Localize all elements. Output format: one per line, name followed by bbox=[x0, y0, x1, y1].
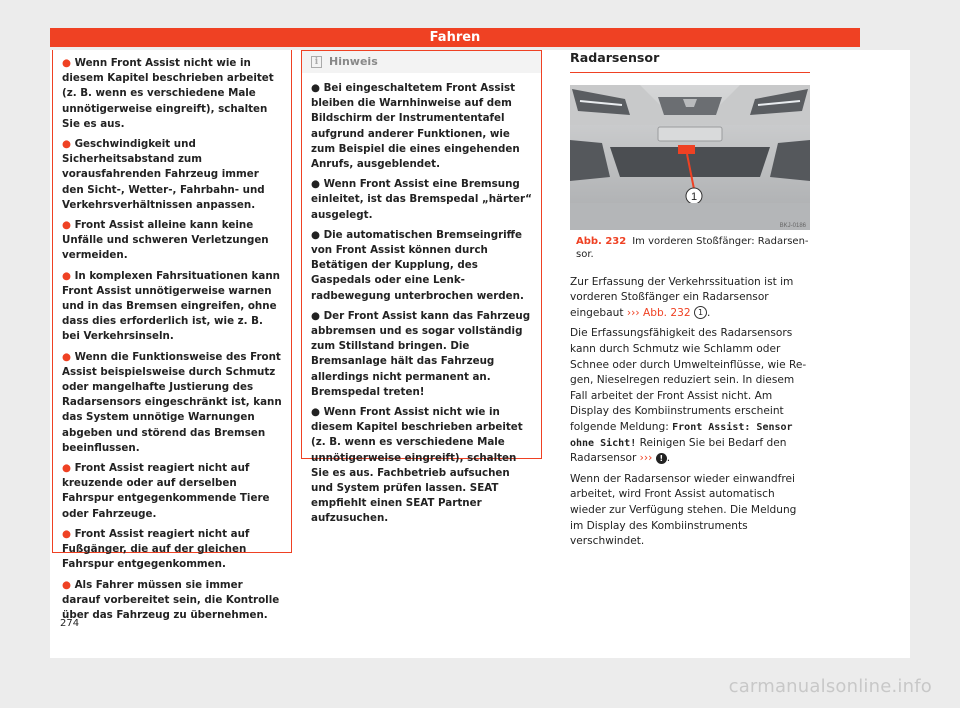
note-item: ● Bei eingeschaltetem Front Assist bleiben die Warnhinweise auf dem Bildschirm der Instrumententafel aufgrund anderer Funktionen, wie zum Beispiel die eines eingehenden Anrufs, ausgeblendet. bbox=[311, 82, 520, 171]
caption-label: Abb. 232 bbox=[576, 235, 627, 247]
warning-item: ● Wenn Front Assist nicht wie in diesem Kapitel beschrieben arbeitet (z. B. wenn es verschiedene Male unnötigerweise eingreift), schalten Sie es aus. bbox=[62, 57, 274, 130]
info-icon: i bbox=[311, 56, 322, 68]
paragraph: Die Erfassungsfähigkeit des Radarsensors kann durch Schmutz wie Schlamm oder Schnee oder durch Umwelteinflüsse, wie Regen, Nieselregen reduziert sein. In diesem Fall arbeitet der Front Assist nicht. Am Display des Kombiinstruments erscheint folgende Meldung: Front Assist: Sensor ohne Sicht! Reinigen Sie bei Bedarf den Radarsensor ››› ! . bbox=[570, 327, 807, 465]
note-item: ● Der Front Assist kann das Fahrzeug abbremsen und es sogar vollständig zum Stillstand bringen. Die Bremsanlage hält das Fahrzeug allerdings nicht permanent an. Bremspedal treten! bbox=[311, 309, 531, 398]
page-number: 274 bbox=[60, 618, 80, 629]
note-box bbox=[301, 50, 542, 525]
warning-item: ● Als Fahrer müssen sie immer darauf vorbereitet sein, die Kontrolle über das Fahrzeug zu übernehmen. bbox=[62, 578, 280, 621]
figure-code: BKJ-0186 bbox=[779, 222, 806, 229]
car-front-illustration bbox=[570, 85, 810, 230]
figure-link[interactable]: Abb. 232 bbox=[642, 306, 691, 319]
paragraph: Zur Erfassung der Verkehrssituation ist im vorderen Stoßfänger ein Radarsensor eingebaut ››› Abb. 232 1 . bbox=[570, 275, 794, 319]
caption-text: Im vorderen Stoßfänger: Radarsensor. bbox=[576, 235, 809, 260]
note-item: ● Wenn Front Assist eine Bremsung einleitet, ist das Bremspedal „härter“ ausgelegt. bbox=[311, 178, 532, 221]
warning-item: ● Front Assist alleine kann keine Unfälle und schweren Verletzungen vermeiden. bbox=[62, 219, 269, 262]
warning-item: ● Front Assist reagiert nicht auf Fußgänger, die auf der gleichen Fahrspur entgegenkommen. bbox=[62, 527, 250, 571]
display-message: Front Assist: Sensor ohne Sicht! bbox=[570, 421, 793, 449]
radar-sensor-figure bbox=[570, 85, 810, 230]
radar-section bbox=[570, 50, 810, 550]
warning-item: ● In komplexen Fahrsituationen kann Front Assist unnötigerweise warnen und in das Bremsen eingreifen, ohne dass dies erforderlich ist, wie z. B. bei Verkehrsinseln. bbox=[62, 269, 280, 343]
note-header bbox=[302, 51, 541, 73]
note-item: ● Wenn Front Assist nicht wie in diesem Kapitel beschrieben arbeitet (z. B. wenn es verschiedene Male unnötigerweise eingreift), schalten Sie es aus. Fachbetrieb aufsuchen und System prüfen lassen. SEAT empfiehlt einen SEAT Partner aufzusuchen. bbox=[311, 406, 523, 525]
note-title: Hinweis bbox=[329, 55, 378, 69]
paragraph: Wenn der Radarsensor wieder einwandfrei arbeitet, wird Front Assist automatisch wieder zur Verfügung stehen. Die Meldung im Display des Kombiinstruments verschwindet. bbox=[570, 472, 797, 548]
warning-box bbox=[52, 50, 292, 621]
figure-caption bbox=[570, 235, 810, 261]
warning-icon[interactable]: ! bbox=[656, 453, 667, 464]
warning-item: ● Geschwindigkeit und Sicherheitsabstand zum vorausfahrenden Fahrzeug immer den Sicht-, Wetter-, Fahrbahn- und Verkehrsverhältnissen anpassen. bbox=[62, 138, 265, 211]
chapter-header: Fahren bbox=[50, 28, 860, 47]
watermark: carmanualsonline.info bbox=[728, 676, 932, 697]
figure-callout: 1 bbox=[690, 190, 698, 203]
note-item: ● Die automatischen Bremseingriffe von Front Assist können durch Betätigen der Kupplung, des Gaspedals oder eine Lenkradbewegung unterbrochen werden. bbox=[311, 228, 524, 302]
section-title: Radarsensor bbox=[570, 50, 810, 73]
warning-item: ● Wenn die Funktionsweise des Front Assist beispielsweise durch Schmutz oder mangelhafte Justierung des Radarsensors eingeschränkt ist, kann das System unnötige Warnungen abgeben und störend das Bremsen beeinflussen. bbox=[62, 350, 282, 454]
callout-number: 1 bbox=[694, 306, 707, 319]
warning-item: ● Front Assist reagiert nicht auf kreuzende oder auf derselben Fahrspur entgegenkommende Tiere oder Fahrzeuge. bbox=[62, 462, 270, 520]
